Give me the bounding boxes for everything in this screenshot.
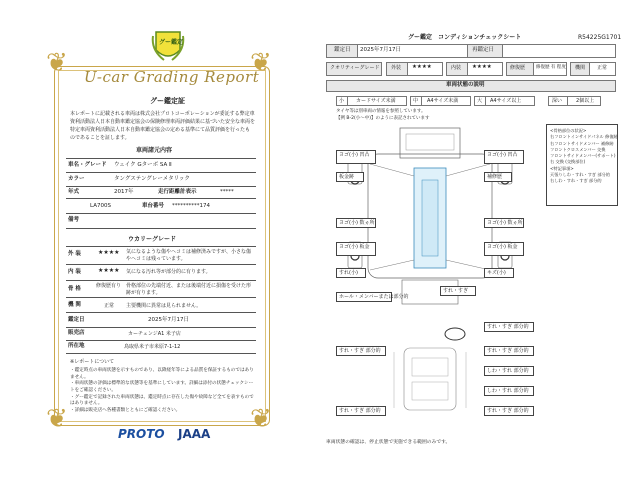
chassis-label: 車台番号 xyxy=(142,203,165,209)
sheet-date-value: 2025年7月17日 xyxy=(360,47,401,53)
divider xyxy=(66,213,256,214)
damage-label: すれ・すぎ 部分的 xyxy=(484,322,534,332)
sheet-date-label: 鑑定日 xyxy=(334,47,351,53)
divider xyxy=(66,353,256,354)
divider xyxy=(66,158,256,159)
address-value: 鳥取県米子市米原7-1-12 xyxy=(124,344,181,350)
date-value: 2025年7月17日 xyxy=(148,317,189,323)
divider xyxy=(66,172,256,173)
engine-label: 機関 xyxy=(575,65,586,71)
frame-grade-tag: 修復歴有り xyxy=(96,283,122,289)
note-item: ・詳細は販売店へ各種書類とともにご確認ください。 xyxy=(70,407,181,413)
badge-text: グー鑑定 xyxy=(159,39,184,46)
state-heading: 車両状態の説明 xyxy=(446,82,485,88)
divider xyxy=(66,246,256,247)
address-label: 所在地 xyxy=(68,343,85,349)
quality-label: クオリティーグレード xyxy=(330,65,380,71)
side-note: フロントサイドメンバー(サポート) xyxy=(550,153,616,159)
divider xyxy=(66,264,256,265)
damage-label: ヨゴ(小) 凹凸 xyxy=(484,150,524,164)
damage-label: ヨゴ(小) 板金 xyxy=(336,242,376,256)
intro-line: 本レポートに記載される車両は株式会社プロトコーポレーションが委託する弊定車 xyxy=(70,111,255,117)
size-value: カードサイズ未満 xyxy=(356,98,396,104)
divider xyxy=(66,297,256,298)
note-item: ・鑑定時点の車両状態を示すものであり、以降経年等による品質を保証するものではありません。 xyxy=(70,368,254,380)
size-value: A4サイズ以上 xyxy=(490,98,522,104)
side-note: <特記事項> xyxy=(550,165,574,171)
damage-label: ヨゴ(小) 凹凸 xyxy=(336,150,376,164)
reappraisal-label: 再鑑定日 xyxy=(472,47,495,53)
scroll-ornament-icon: ❦ xyxy=(46,404,68,434)
note-label: 備考 xyxy=(68,217,80,223)
damage-label: キズ(小) xyxy=(484,268,514,278)
damage-label: すれ・すぎ 部分的 xyxy=(484,406,534,416)
interior-grade-stars: ★★★★ xyxy=(98,267,120,274)
engine-grade-tag: 正常 xyxy=(104,303,115,309)
shop-value: カーチェンジA1 米子店 xyxy=(128,331,181,337)
report-id: R54225G1701 xyxy=(578,34,622,41)
scroll-ornament-icon: ❦ xyxy=(46,48,68,78)
vehicle-section-heading: 車両諸元内容 xyxy=(136,147,173,154)
size-value: A4サイズ未満 xyxy=(427,98,459,104)
engine-grade-label: 機 関 xyxy=(68,302,81,308)
exterior-grade-desc: 気になるような傷やヘコミは補修済みですが、小さな傷やヘコミは残っています。 xyxy=(126,249,252,262)
laurel-badge-icon xyxy=(150,30,186,62)
chassis-value: **********174 xyxy=(172,203,210,209)
scroll-ornament-icon: ❦ xyxy=(250,404,272,434)
frame-grade-label: 骨 格 xyxy=(68,286,81,292)
damage-label: しわ・すれ 部分的 xyxy=(484,386,534,396)
damage-label: ヨゴ(小) 数ヵ所 xyxy=(336,218,376,228)
side-note: 右しわ・すれ・すぎ 部分的 xyxy=(550,178,602,184)
jaaa-logo: JAAA xyxy=(178,427,211,441)
engine-grade-desc: 主要機関に異常は見られません。 xyxy=(126,303,202,309)
damage-label: すれ・すぎ 部分的 xyxy=(336,406,386,416)
certificate-subtitle: グー鑑定証 xyxy=(150,97,185,105)
scroll-ornament-icon: ❦ xyxy=(250,48,272,78)
depth-value: 2個以上 xyxy=(576,98,595,104)
damage-label: ヨゴ(小) 板金 xyxy=(484,242,524,256)
shop-label: 販売店 xyxy=(68,330,85,336)
side-note: フロントクロスメンバー 交換 xyxy=(550,146,606,152)
divider xyxy=(66,198,256,199)
name-label: 車名・グレード xyxy=(68,162,107,168)
grade-section-heading: ウカリーグレード xyxy=(128,236,177,243)
size-key: 小 xyxy=(339,98,345,104)
repair-label: 修復歴 xyxy=(510,65,526,71)
interior-label: 内装 xyxy=(451,65,462,71)
mileage-label: 走行距離計表示 xyxy=(158,189,197,195)
depth-label: 深い xyxy=(552,98,563,104)
divider xyxy=(66,327,256,328)
intro-line: 特定車両資利活動法人日本自動車鑑定協会の定める基準にて品質評価を行ったも xyxy=(70,127,251,133)
notes-heading: ※レポートについて xyxy=(70,359,115,365)
mileage-value: ***** xyxy=(220,189,234,195)
size-key: 中 xyxy=(413,98,419,104)
frame-grade-desc: 骨格部位の先端付近、または後端付近に損傷を受けた形跡が有ります。 xyxy=(126,283,252,296)
example-footnote: 【例 B-2(小〜中)】のように表記されています xyxy=(336,116,430,121)
damage-label: すれ・すぎ 部分的 xyxy=(484,346,534,356)
color-label: カラー xyxy=(68,176,85,182)
bottom-note: 車両状態の確認は、停止状態で実施できる範囲のみです。 xyxy=(326,440,451,445)
damage-label: 補修歴 xyxy=(484,172,512,182)
repair-value: 修復歴 有 程度 xyxy=(536,65,566,70)
side-note: 右 交換 (交換部位) xyxy=(550,159,586,165)
color-value: タングステングレーメタリック xyxy=(114,176,190,182)
exterior-grade-stars: ★★★★ xyxy=(98,249,120,256)
divider xyxy=(66,312,256,313)
divider xyxy=(66,186,256,187)
damage-label: しわ・すれ 部分的 xyxy=(484,366,534,376)
sheet-title: グー鑑定 コンディションチェックシート xyxy=(408,34,522,41)
exterior-label: 外装 xyxy=(391,65,402,71)
damage-label: ヨゴ(小) 数ヵ所 xyxy=(484,218,524,228)
proto-logo: PROTO xyxy=(118,427,165,441)
date-label: 鑑定日 xyxy=(68,317,85,323)
exterior-stars: ★★★★ xyxy=(412,64,432,70)
side-notes xyxy=(550,128,618,185)
note-item: ・車両状態の評価は標準的な状態等を基準にしています。詳細は添付の状態チェックシートをご確認ください。 xyxy=(70,381,254,393)
damage-label: 板金跡 xyxy=(336,172,364,182)
year-label: 年式 xyxy=(68,189,80,195)
damage-label: すれ・すぎ 部分的 xyxy=(336,346,386,356)
notes-list xyxy=(70,368,256,415)
side-note: 天張りしわ・すれ・すぎ 部分的 xyxy=(550,172,610,178)
exterior-grade-label: 外 装 xyxy=(68,251,81,257)
interior-grade-desc: 気になる汚れ等が部分的に有ります。 xyxy=(126,269,211,275)
side-note: <骨格部位の状況> xyxy=(550,128,587,133)
tire-footnote: タイヤ等は別車両の情報を参照しています。 xyxy=(336,109,426,114)
name-value: ウェイク Gターボ SA Ⅱ xyxy=(114,162,172,168)
note-item: ・グー鑑定で記録された車両状態は、鑑定時点に存在した傷や故障など全てを表すものではありません。 xyxy=(70,394,254,407)
divider xyxy=(66,280,256,281)
side-note: 右フロントサイドメンバー 補修跡 xyxy=(550,140,614,146)
side-notes-box xyxy=(546,124,618,206)
intro-line: 資利活動法人日本自動車鑑定協会の保険修理車両評価結果に基づいた安全な車両を xyxy=(70,119,256,125)
intro-line: のであることを証します。 xyxy=(70,135,130,141)
damage-label: すれ(小) xyxy=(336,268,366,278)
interior-stars: ★★★★ xyxy=(472,64,492,70)
report-title: U-car Grading Report xyxy=(84,68,260,86)
reappraisal-value-cell xyxy=(502,44,616,58)
damage-label: ホール・メンバーまたは部分的 xyxy=(336,292,392,302)
size-key: 大 xyxy=(477,98,483,104)
goo-badge xyxy=(150,30,186,62)
side-note: 右フロントインサイドパネル 修復跡 xyxy=(550,134,618,140)
divider xyxy=(66,228,256,229)
year-value: 2017年 xyxy=(114,189,134,195)
damage-label: すれ・すぎ xyxy=(440,286,476,296)
model-code: LA700S xyxy=(90,203,111,209)
interior-grade-label: 内 装 xyxy=(68,269,81,275)
divider xyxy=(66,340,256,341)
engine-value: 正常 xyxy=(597,65,608,71)
